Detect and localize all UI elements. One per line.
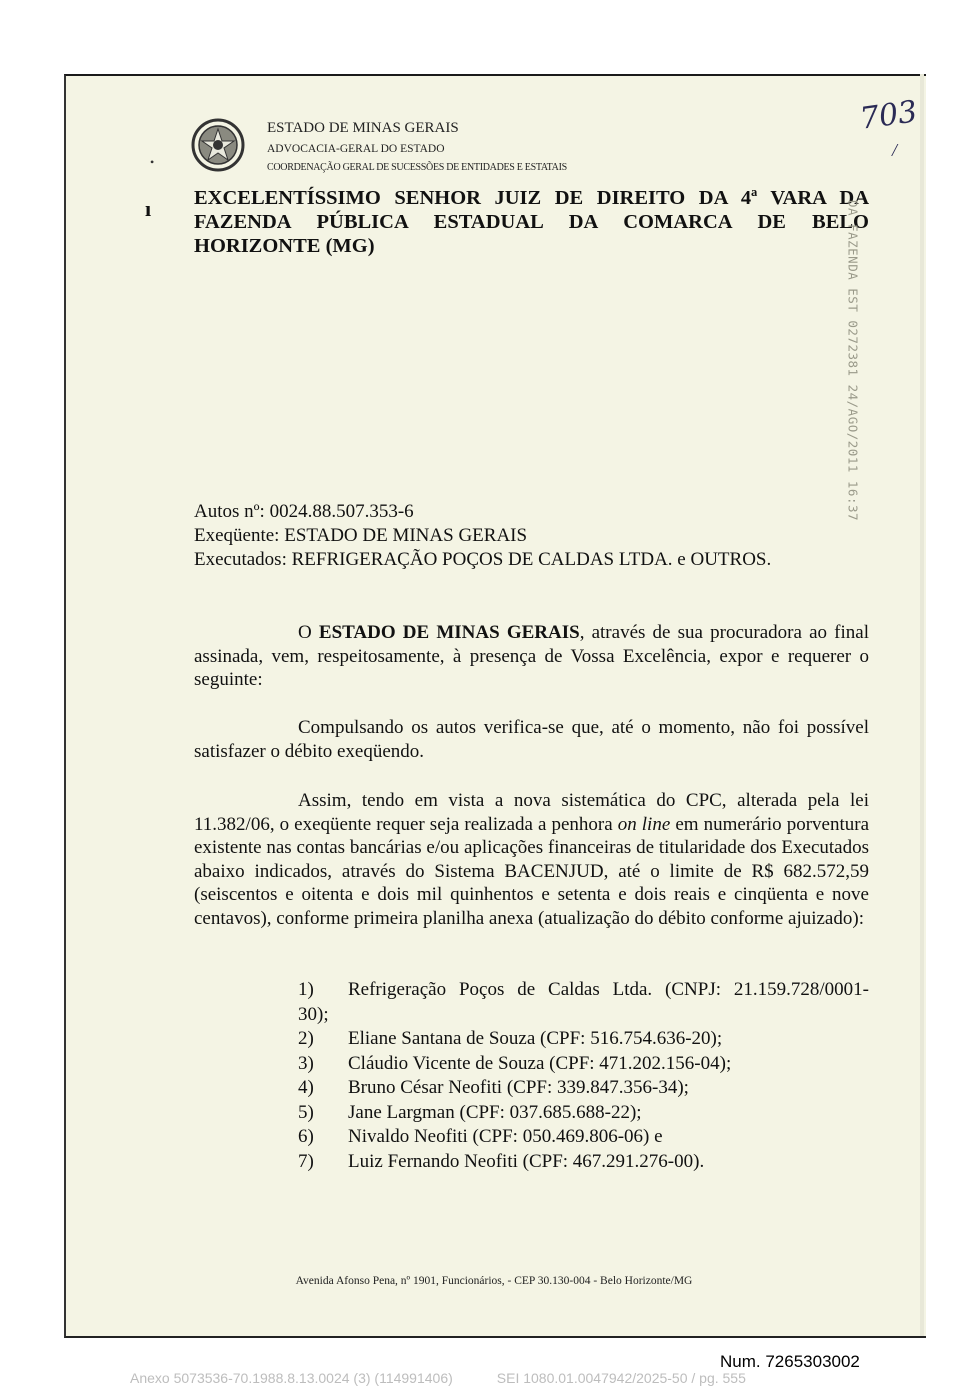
italic-term: on line — [617, 813, 671, 835]
list-item — [298, 1101, 869, 1126]
addressee — [194, 186, 869, 258]
list-item-number: 6) — [298, 1126, 314, 1147]
list-item-text: Refrigeração Poços de Caldas Ltda. (CNPJ: 21.159.728/0001- — [348, 979, 869, 1000]
footer-address: Avenida Afonso Pena, nº 1901, Funcionários, - CEP 30.130-004 - Belo Horizonte/MG — [295, 1275, 693, 1287]
margin-mark: ı — [145, 196, 152, 221]
coat-of-arms-seal — [190, 117, 246, 173]
exequente: Exeqüente: ESTADO DE MINAS GERAIS — [194, 525, 528, 546]
text: em numerário porventura existente nas contas bancárias e/ou aplicações financeiras de titularidade dos Executados abaixo indicados, através do Sistema BACENJUD, até o limite de R$ 682.572,59 (seiscentos e oitenta e dois mil quinhentos e setenta e dois reais e cinqüenta e nove centavos), conforme primeira planilha anexa (atualização do débito conforme ajuizado): — [194, 813, 869, 929]
executados: Executados: REFRIGERAÇÃO POÇOS DE CALDAS LTDA. e OUTROS. — [194, 549, 772, 570]
paragraph-indent — [194, 622, 298, 643]
list-item-number: 5) — [298, 1101, 314, 1123]
text: O — [298, 622, 319, 643]
text: , através de sua procuradora ao final assinada, vem, respeitosamente, à presença de Vossa Excelência, expor e requerer o seguinte: — [194, 622, 869, 690]
handwritten-tick: / — [892, 140, 898, 160]
list-item — [298, 1052, 869, 1077]
list-item-continuation: 30); — [298, 1003, 329, 1025]
list-item-text: Eliane Santana de Souza (CPF: 516.754.636-20); — [348, 1028, 723, 1049]
list-item — [298, 1125, 869, 1150]
list-item-number: 4) — [298, 1077, 314, 1098]
text: Assim, tendo em vista a nova sistemática do CPC, alterada pela lei 11.382/06, o exeqüente requer seja realizada a penhora — [194, 790, 869, 835]
case-info — [194, 500, 771, 572]
addressee-line: HORIZONTE (MG) — [194, 235, 375, 257]
list-item-text: Cláudio Vicente de Souza (CPF: 471.202.156-04); — [348, 1052, 732, 1074]
sei-footer — [130, 1370, 746, 1386]
document-number: Num. 7265303002 — [720, 1352, 860, 1371]
scan-edge — [920, 74, 924, 1336]
letterhead-agency: ADVOCACIA-GERAL DO ESTADO — [267, 143, 445, 155]
paragraph-introduction — [194, 621, 869, 692]
paragraph-request — [194, 789, 869, 930]
sei-process-page: SEI 1080.01.0047942/2025-50 / pg. 555 — [496, 1370, 746, 1386]
handwritten-page-number: 703 — [857, 94, 920, 137]
addressee-line: EXCELENTÍSSIMO SENHOR JUIZ DE DIREITO DA 4ª VARA DA — [194, 187, 869, 209]
sei-annex-reference: Anexo 5073536-70.1988.8.13.0024 (3) (114991406) — [130, 1370, 453, 1386]
list-item-number: 3) — [298, 1052, 314, 1074]
executados-list — [298, 978, 869, 1174]
list-item-number: 1) — [298, 979, 314, 1000]
list-item — [298, 1150, 869, 1175]
protocol-stamp — [830, 200, 876, 560]
list-item-text: Jane Largman (CPF: 037.685.688-22); — [348, 1101, 642, 1123]
paragraph-findings — [194, 716, 869, 763]
letterhead-department: COORDENAÇÃO GERAL DE SUCESSÕES DE ENTIDADES E ESTATAIS — [267, 162, 567, 173]
text: Compulsando os autos verifica-se que, até o momento, não foi possível satisfazer o débito exeqüendo. — [194, 717, 869, 762]
party-name: ESTADO DE MINAS GERAIS — [318, 622, 580, 643]
list-item — [298, 1076, 869, 1101]
list-item-number: 2) — [298, 1028, 314, 1049]
list-item-text: Nivaldo Neofiti (CPF: 050.469.806-06) e — [348, 1126, 663, 1147]
list-item — [298, 978, 869, 1003]
margin-mark: • — [150, 155, 155, 169]
list-item-text: Luiz Fernando Neofiti (CPF: 467.291.276-00). — [348, 1150, 705, 1172]
list-item-number: 7) — [298, 1150, 314, 1172]
list-item — [298, 1027, 869, 1052]
protocol-stamp-text: DA FAZENDA EST 0272381 24/AGO/2011 16:37 — [845, 200, 861, 522]
list-item-text: Bruno César Neofiti (CPF: 339.847.356-34); — [348, 1077, 689, 1098]
case-number: Autos nº: 0024.88.507.353-6 — [194, 501, 414, 522]
letterhead-state: ESTADO DE MINAS GERAIS — [267, 120, 459, 136]
addressee-line: FAZENDA PÚBLICA ESTADUAL DA COMARCA DE BELO — [194, 211, 869, 233]
